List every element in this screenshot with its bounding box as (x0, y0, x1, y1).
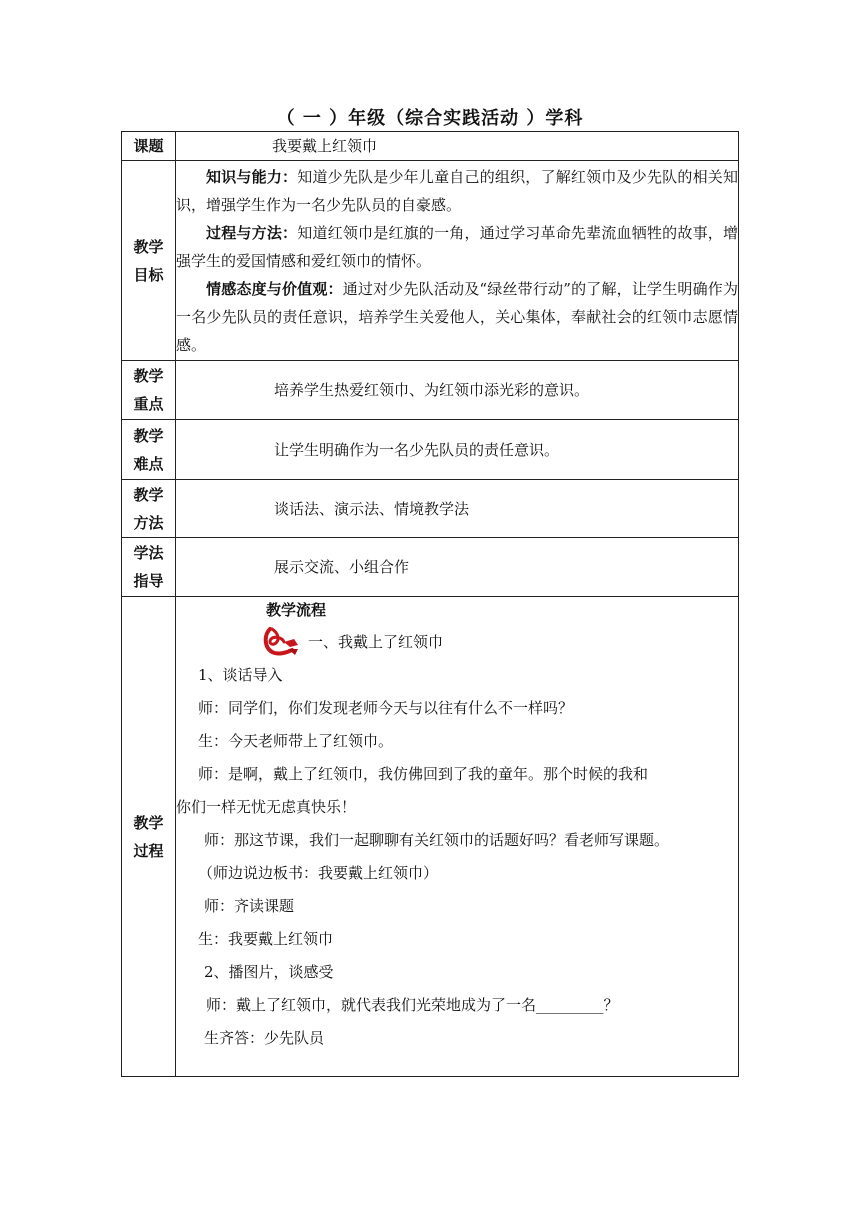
row-focus (122, 361, 739, 420)
method-value: 谈话法、演示法、情境教学法 (274, 499, 470, 518)
label-process: 教学 过程 (122, 597, 176, 1077)
lesson-plan-table (121, 131, 739, 1077)
process-line: 你们一样无忧无虑真快乐！ (176, 798, 357, 816)
process-heading: 教学流程 (266, 601, 327, 619)
guidance-value: 展示交流、小组合作 (274, 558, 410, 576)
red-scarf-icon (262, 625, 302, 657)
label-difficulty: 教学 难点 (122, 420, 176, 480)
goal-item: 情感态度与价值观：通过对少先队活动及“绿丝带行动”的了解，让学生明确作为一名少先队员的责任意识，培养学生关爱他人，关心集体，奉献社会的红领巾志愿情感。 (176, 279, 738, 354)
process-line: 师：那这节课，我们一起聊聊有关红领巾的话题好吗？看老师写课题。 (204, 831, 670, 849)
row-difficulty (122, 420, 739, 480)
document-title: （ 一 ）年级（综合实践活动 ）学科 (276, 108, 584, 129)
label-method: 教学 方法 (122, 480, 176, 538)
label-goals: 教学 目标 (122, 161, 176, 361)
topic-value: 我要戴上红领巾 (272, 137, 378, 155)
process-line: 生：我要戴上红领巾 (198, 930, 334, 948)
section-title: 一、我戴上了红领巾 (308, 632, 444, 651)
process-line: 师：同学们，你们发现老师今天与以往有什么不一样吗？ (198, 699, 574, 717)
process-line: 生齐答：少先队员 (204, 1029, 325, 1047)
process-line: 师：齐读课题 (204, 897, 295, 915)
focus-value: 培养学生热爱红领巾、为红领巾添光彩的意识。 (274, 381, 590, 399)
process-line: 生：今天老师带上了红领巾。 (198, 732, 394, 750)
label-focus: 教学 重点 (122, 361, 176, 420)
process-line: 2、播图片，谈感受 (204, 963, 334, 981)
process-line: 1、谈话导入 (198, 666, 283, 684)
goal-item: 知识与能力：知道少先队是少年儿童自己的组织，了解红领巾及少先队的相关知识，增强学生作为一名少先队员的自豪感。 (176, 167, 738, 214)
process-line: 师：戴上了红领巾，就代表我们光荣地成为了一名_________？ (206, 996, 619, 1014)
row-process (122, 597, 739, 1077)
row-guidance (122, 538, 739, 597)
process-content (176, 597, 739, 1077)
difficulty-value: 让学生明确作为一名少先队员的责任意识。 (274, 440, 560, 459)
row-goals (122, 161, 739, 361)
goals-content (176, 161, 739, 361)
label-topic: 课题 (122, 132, 176, 161)
goal-item: 过程与方法：知道红领巾是红旗的一角，通过学习革命先辈流血牺牲的故事，增强学生的爱国情感和爱红领巾的情怀。 (176, 223, 738, 270)
row-topic (122, 132, 739, 161)
process-line: （师边说边板书：我要戴上红领巾） (198, 864, 439, 882)
label-guidance: 学法 指导 (122, 538, 176, 597)
row-method (122, 480, 739, 538)
process-line: 师：是啊，戴上了红领巾，我仿佛回到了我的童年。那个时候的我和 (198, 765, 649, 783)
